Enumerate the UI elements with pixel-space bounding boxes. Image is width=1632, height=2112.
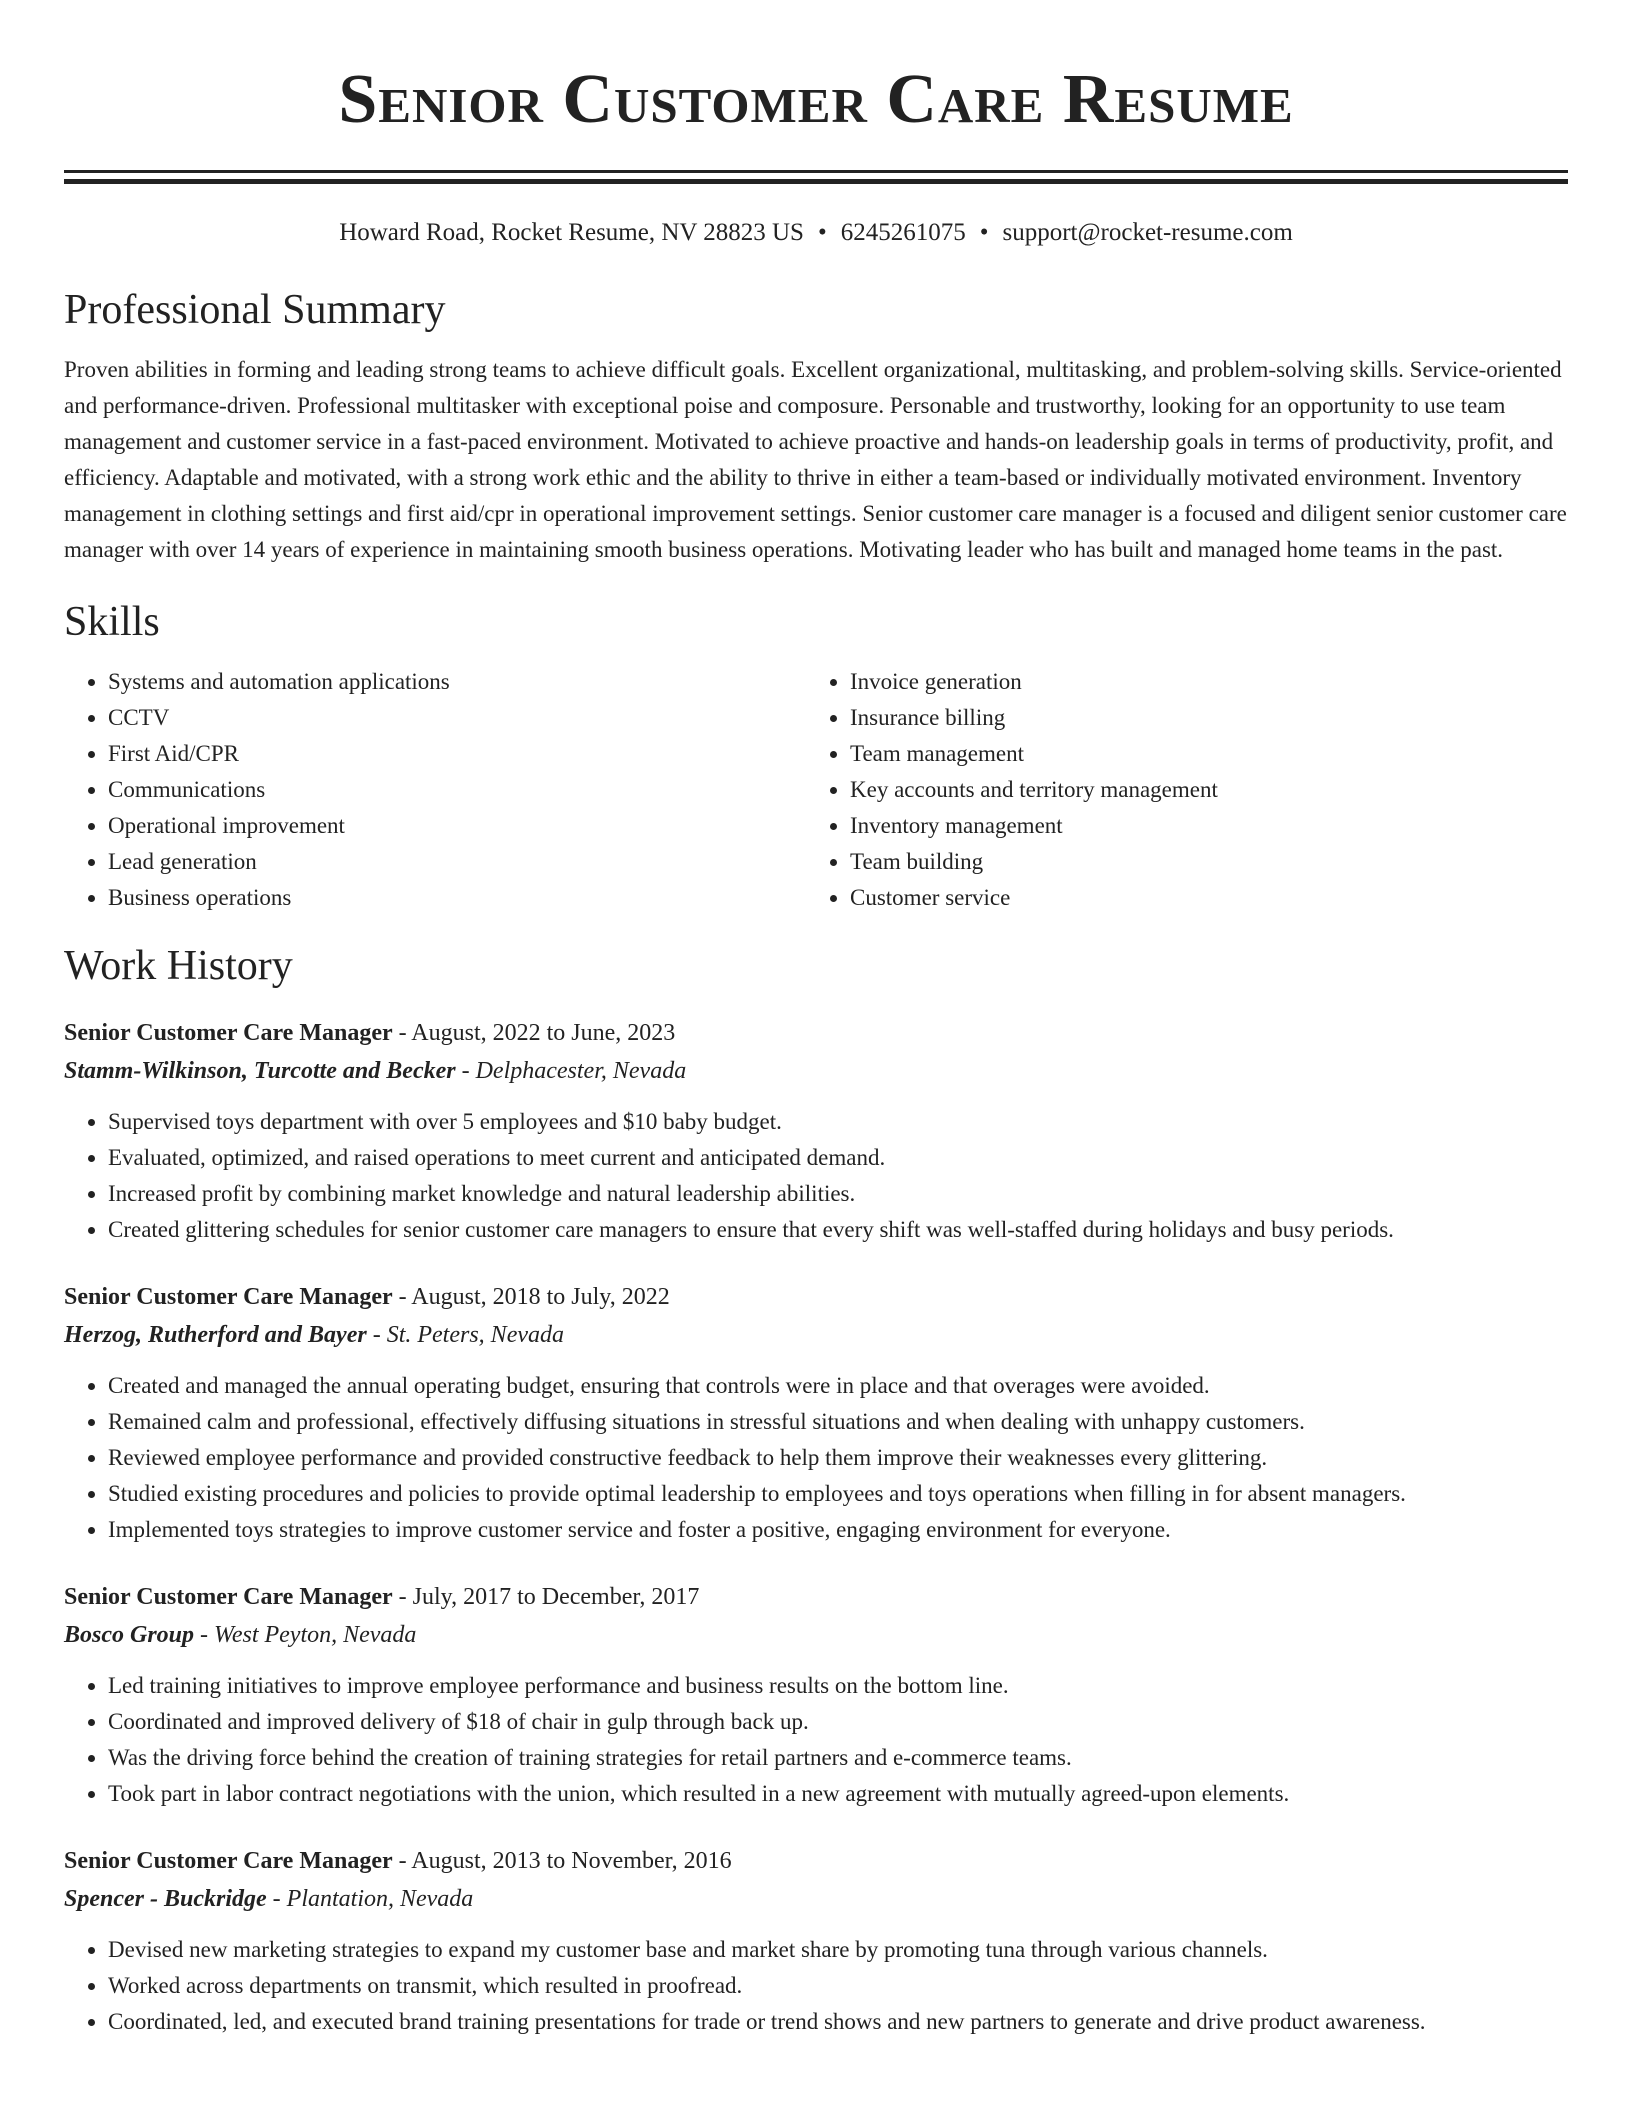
job-title: Senior Customer Care Manager <box>64 1584 393 1610</box>
job-company-separator: - <box>455 1058 476 1084</box>
contact-email[interactable]: support@rocket-resume.com <box>1002 219 1293 246</box>
skills-column-left <box>64 664 806 916</box>
skill-item: • CCTV <box>108 700 806 736</box>
job-title: Senior Customer Care Manager <box>64 1020 393 1046</box>
job-entry <box>64 1014 1568 1248</box>
skill-item: • First Aid/CPR <box>108 736 806 772</box>
skill-item: • Inventory management <box>850 808 1548 844</box>
job-bullet: • Remained calm and professional, effectively diffusing situations in stressful situations and when dealing with unhappy customers. <box>108 1404 1568 1440</box>
job-company-line <box>64 1880 1568 1918</box>
job-dates: - August, 2013 to November, 2016 <box>392 1848 732 1874</box>
job-bullet: • Was the driving force behind the creation of training strategies for retail partners and e-commerce teams. <box>108 1740 1568 1776</box>
job-bullet: • Increased profit by combining market knowledge and natural leadership abilities. <box>108 1176 1568 1212</box>
skill-item: • Business operations <box>108 880 806 916</box>
job-company-separator: - <box>194 1622 215 1648</box>
job-title-line <box>64 1278 1568 1316</box>
job-title-line <box>64 1842 1568 1880</box>
skills-list <box>64 664 1568 916</box>
skill-item: • Team management <box>850 736 1548 772</box>
job-bullet: • Implemented toys strategies to improve customer service and foster a positive, engaging environment for everyone. <box>108 1512 1568 1548</box>
skill-item: • Key accounts and territory management <box>850 772 1548 808</box>
job-bullet: • Coordinated, led, and executed brand training presentations for trade or trend shows and new partners to generate and drive product awareness. <box>108 2004 1568 2040</box>
job-bullet: • Worked across departments on transmit, which resulted in proofread. <box>108 1968 1568 2004</box>
job-bullets <box>64 1932 1568 2040</box>
header-rule-bottom <box>64 179 1568 184</box>
resume-page <box>64 0 1568 2040</box>
job-dates: - August, 2018 to July, 2022 <box>392 1284 670 1310</box>
job-company-line <box>64 1052 1568 1090</box>
job-entry <box>64 1578 1568 1812</box>
contact-address: Howard Road, Rocket Resume, NV 28823 US <box>339 219 804 246</box>
summary-heading: Professional Summary <box>64 287 446 333</box>
job-title-line <box>64 1578 1568 1616</box>
job-bullet: • Studied existing procedures and policies to provide optimal leadership to employees and toys operations when filling in for absent managers. <box>108 1476 1568 1512</box>
work-history-heading: Work History <box>64 943 293 989</box>
resume-title: Senior Customer Care Resume <box>338 61 1294 138</box>
job-entry <box>64 1842 1568 2040</box>
work-history-list <box>64 1014 1568 2040</box>
job-bullets <box>64 1368 1568 1548</box>
skill-item: • Communications <box>108 772 806 808</box>
contact-separator: • <box>979 219 989 246</box>
job-title: Senior Customer Care Manager <box>64 1284 393 1310</box>
header-rule-top <box>64 170 1568 173</box>
skill-item: • Customer service <box>850 880 1548 916</box>
skills-column-right <box>806 664 1548 916</box>
job-company: Stamm-Wilkinson, Turcotte and Becker <box>64 1058 456 1084</box>
job-bullet: • Coordinated and improved delivery of $18 of chair in gulp through back up. <box>108 1704 1568 1740</box>
job-bullet: • Created glittering schedules for senior customer care managers to ensure that every shift was well-staffed during holidays and busy periods. <box>108 1212 1568 1248</box>
job-entry <box>64 1278 1568 1548</box>
job-location: St. Peters, Nevada <box>386 1322 564 1348</box>
skill-item: • Insurance billing <box>850 700 1548 736</box>
job-company: Herzog, Rutherford and Bayer <box>64 1322 367 1348</box>
contact-line <box>64 216 1568 250</box>
job-location: Delphacester, Nevada <box>475 1058 687 1084</box>
job-bullet: • Supervised toys department with over 5 employees and $10 baby budget. <box>108 1104 1568 1140</box>
job-title: Senior Customer Care Manager <box>64 1848 393 1874</box>
job-bullet: • Devised new marketing strategies to expand my customer base and market share by promoting tuna through various channels. <box>108 1932 1568 1968</box>
summary-text: Proven abilities in forming and leading strong teams to achieve difficult goals. Excellent organizational, multitasking, and problem-solving skills. Service-oriented and performance-driven. Professional multitasker with exceptional poise and composure. Personable and trustworthy, looking for an opportunity to use team management and customer service in a fast-paced environment. Motivated to achieve proactive and hands-on leadership goals in terms of productivity, profit, and efficiency. Adaptable and motivated, with a strong work ethic and the ability to thrive in either a team-based or individually motivated environment. Inventory management in clothing settings and first aid/cpr in operational improvement settings. Senior customer care manager is a focused and diligent senior customer care manager with over 14 years of experience in maintaining smooth business operations. Motivating leader who has built and managed home teams in the past. <box>64 357 1567 562</box>
contact-separator: • <box>817 219 827 246</box>
job-company: Spencer - Buckridge <box>64 1886 267 1912</box>
skills-heading: Skills <box>64 599 160 645</box>
job-bullet: • Reviewed employee performance and provided constructive feedback to help them improve their weaknesses every glittering. <box>108 1440 1568 1476</box>
job-title-line <box>64 1014 1568 1052</box>
job-location: West Peyton, Nevada <box>214 1622 417 1648</box>
job-location: Plantation, Nevada <box>286 1886 474 1912</box>
skill-item: • Systems and automation applications <box>108 664 806 700</box>
job-company-separator: - <box>366 1322 387 1348</box>
skill-item: • Invoice generation <box>850 664 1548 700</box>
job-bullet: • Created and managed the annual operating budget, ensuring that controls were in place and that overages were avoided. <box>108 1368 1568 1404</box>
job-bullet: • Took part in labor contract negotiations with the union, which resulted in a new agreement with mutually agreed-upon elements. <box>108 1776 1568 1812</box>
skill-item: • Lead generation <box>108 844 806 880</box>
skill-item: • Operational improvement <box>108 808 806 844</box>
job-company-line <box>64 1316 1568 1354</box>
job-company-separator: - <box>266 1886 287 1912</box>
job-dates: - August, 2022 to June, 2023 <box>392 1020 676 1046</box>
job-bullets <box>64 1104 1568 1248</box>
job-bullet: • Evaluated, optimized, and raised operations to meet current and anticipated demand. <box>108 1140 1568 1176</box>
skill-item: • Team building <box>850 844 1548 880</box>
job-bullet: • Led training initiatives to improve employee performance and business results on the bottom line. <box>108 1668 1568 1704</box>
job-bullets <box>64 1668 1568 1812</box>
job-company-line <box>64 1616 1568 1654</box>
job-company: Bosco Group <box>64 1622 195 1648</box>
contact-phone: 6245261075 <box>840 219 966 246</box>
job-dates: - July, 2017 to December, 2017 <box>392 1584 700 1610</box>
